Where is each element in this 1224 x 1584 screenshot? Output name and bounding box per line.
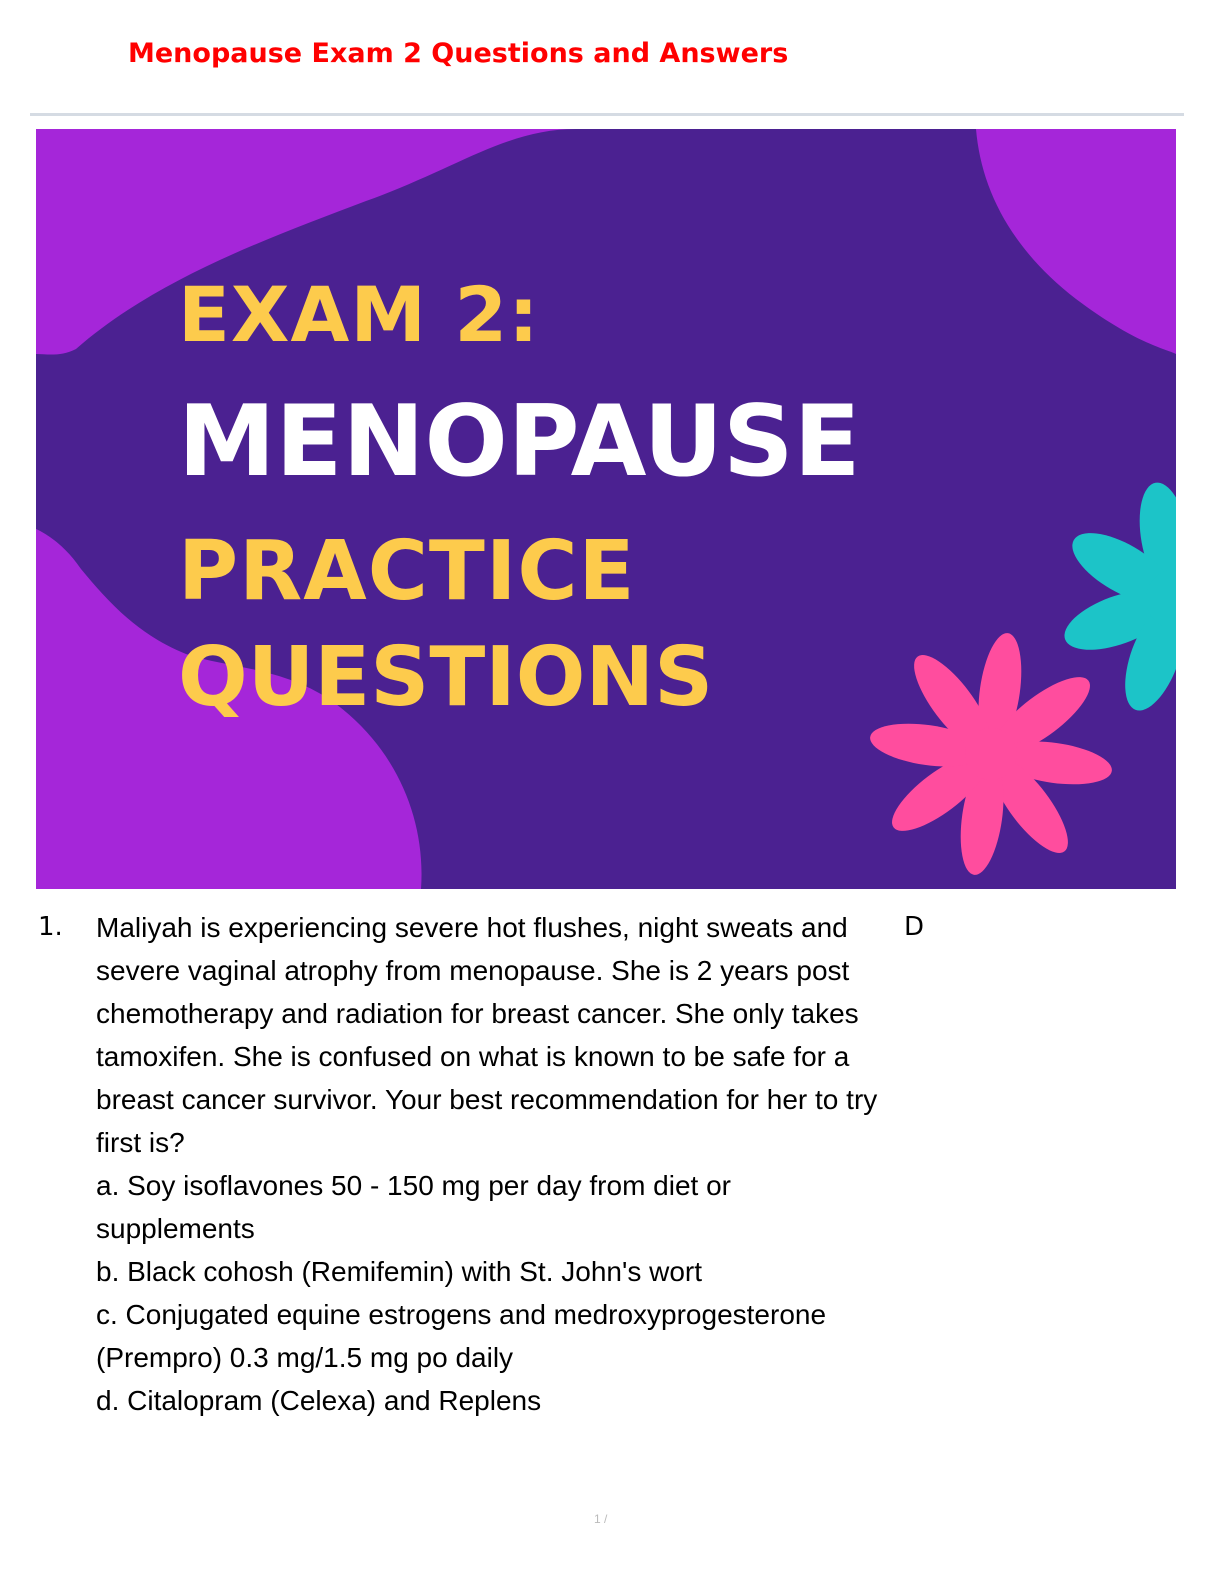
question-number: 1. xyxy=(38,912,63,942)
question-body xyxy=(96,906,886,1422)
banner-exam-label: EXAM 2: xyxy=(178,270,540,359)
option-a: a. Soy isoflavones 50 - 150 mg per day from diet or supplements xyxy=(96,1170,731,1244)
banner-menopause-label: MENOPAUSE xyxy=(178,385,861,499)
header-divider xyxy=(30,113,1184,116)
title-banner xyxy=(36,129,1176,889)
banner-questions-label: QUESTIONS xyxy=(178,630,714,725)
document-title: Menopause Exam 2 Questions and Answers xyxy=(128,38,789,69)
page-number: 1 / xyxy=(594,1512,608,1526)
banner-practice-label: PRACTICE xyxy=(178,524,636,619)
option-c: c. Conjugated equine estrogens and medroxyprogesterone (Prempro) 0.3 mg/1.5 mg po daily xyxy=(96,1299,827,1373)
question-answer: D xyxy=(904,912,925,942)
question-text: Maliyah is experiencing severe hot flushes, night sweats and severe vaginal atrophy from menopause. She is 2 years post chemotherapy and radiation for breast cancer. She only takes tamoxifen. She is confused on what is known to be safe for a breast cancer survivor. Your best recommendation for her to try first is? xyxy=(96,912,878,1158)
option-b: b. Black cohosh (Remifemin) with St. John's wort xyxy=(96,1256,703,1287)
option-d: d. Citalopram (Celexa) and Replens xyxy=(96,1385,542,1416)
banner-background xyxy=(36,129,1176,889)
